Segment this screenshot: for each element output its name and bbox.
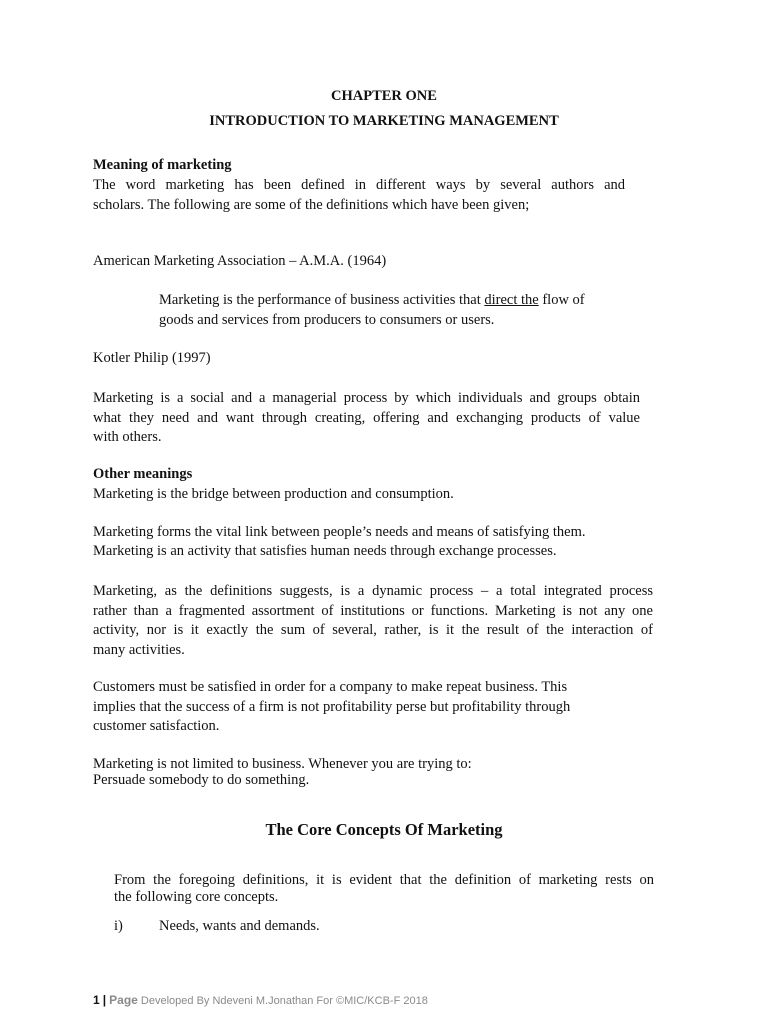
customers-line: Customers must be satisfied in order for a company to make repeat business. This bbox=[93, 679, 568, 695]
dynamic-line: Marketing, as the definitions suggests, is a dynamic process – a total integrated process bbox=[93, 583, 653, 599]
ama-source: American Marketing Association – A.M.A. (1964) bbox=[93, 253, 387, 269]
kotler-line: with others. bbox=[93, 429, 162, 445]
footer-credit: Developed By Ndeveni M.Jonathan For ©MIC/KCB-F 2018 bbox=[140, 995, 428, 1007]
footer-page-label: Page bbox=[109, 993, 138, 1007]
kotler-line: what they need and want through creating, offering and exchanging products of value bbox=[93, 409, 640, 426]
chapter-subtitle: INTRODUCTION TO MARKETING MANAGEMENT bbox=[209, 113, 559, 129]
core-line: From the foregoing definitions, it is evident that the definition of marketing rests on bbox=[114, 872, 654, 888]
page-footer bbox=[93, 993, 428, 1007]
other-heading: Other meanings bbox=[93, 466, 193, 482]
other-line2: Marketing forms the vital link between people’s needs and means of satisfying them. bbox=[93, 524, 586, 540]
dynamic-line: many activities. bbox=[93, 641, 185, 658]
notlimited-line2: Persuade somebody to do something. bbox=[93, 772, 310, 788]
notlimited-line1: Marketing is not limited to business. Whenever you are trying to: bbox=[93, 756, 472, 772]
ama-quote-underlined: direct the bbox=[484, 292, 539, 308]
dynamic-line: activity, nor is it exactly the sum of several, rather, is it the result of the interaction of bbox=[93, 622, 653, 638]
core-line: the following core concepts. bbox=[114, 889, 279, 905]
dynamic-line: rather than a fragmented assortment of institutions or functions. Marketing is not any one bbox=[93, 602, 653, 619]
meaning-line: The word marketing has been defined in different ways by several authors and bbox=[93, 177, 625, 193]
meaning-line: scholars. The following are some of the definitions which have been given; bbox=[93, 196, 530, 213]
ama-quote-line1 bbox=[159, 292, 585, 309]
footer-page-number: 1 bbox=[93, 993, 100, 1007]
other-line1: Marketing is the bridge between production and consumption. bbox=[93, 486, 454, 502]
dynamic-paragraph bbox=[93, 582, 653, 660]
kotler-paragraph bbox=[93, 389, 640, 448]
chapter-title: CHAPTER ONE bbox=[331, 88, 437, 104]
meaning-paragraph bbox=[93, 176, 625, 215]
core-list-item: Needs, wants and demands. bbox=[159, 918, 320, 934]
meaning-heading: Meaning of marketing bbox=[93, 157, 232, 173]
kotler-line: Marketing is a social and a managerial process by which individuals and groups obtain bbox=[93, 390, 640, 406]
footer-separator: | bbox=[102, 993, 107, 1007]
customers-paragraph bbox=[93, 678, 615, 737]
ama-quote-text-end: flow of bbox=[538, 292, 585, 308]
other-line3: Marketing is an activity that satisfies human needs through exchange processes. bbox=[93, 543, 557, 559]
core-list-marker: i) bbox=[114, 918, 123, 934]
core-paragraph bbox=[114, 872, 654, 906]
ama-quote-text: Marketing is the performance of business activities that bbox=[159, 292, 485, 308]
customers-line: customer satisfaction. bbox=[93, 718, 220, 734]
customers-line: implies that the success of a firm is not profitability perse but profitability through bbox=[93, 698, 571, 715]
kotler-source: Kotler Philip (1997) bbox=[93, 350, 211, 366]
core-heading: The Core Concepts Of Marketing bbox=[265, 820, 503, 839]
ama-quote-line2: goods and services from producers to consumers or users. bbox=[159, 312, 495, 328]
